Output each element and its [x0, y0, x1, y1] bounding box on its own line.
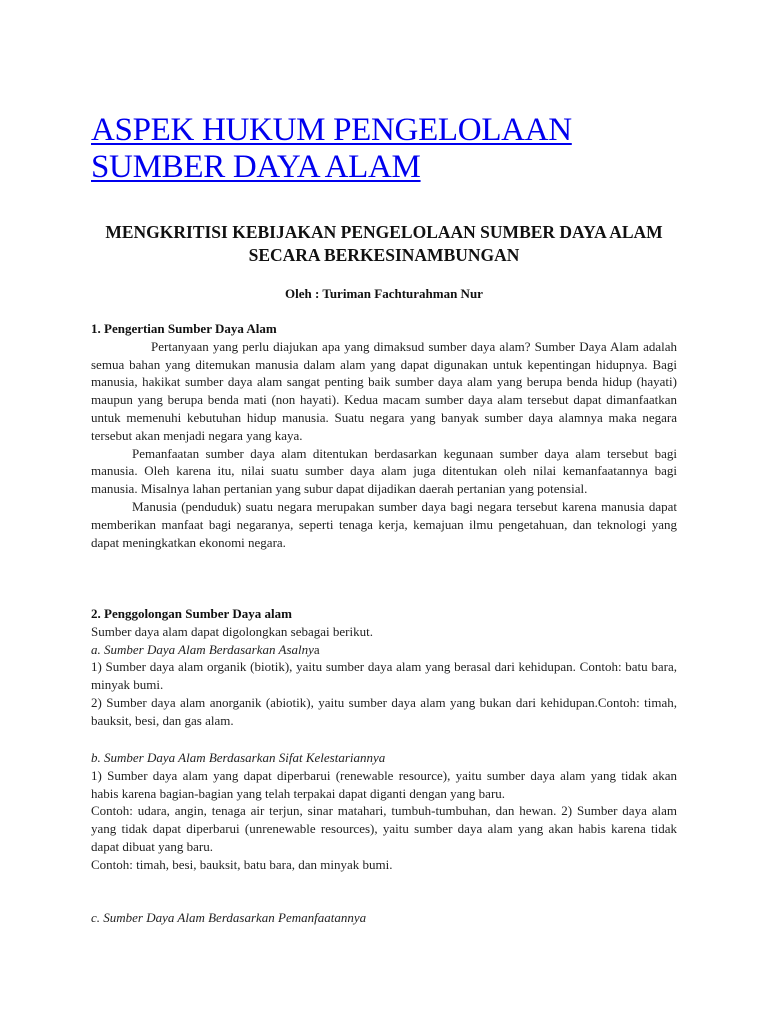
document-title[interactable] [91, 112, 677, 186]
paragraph: Pertanyaan yang perlu diajukan apa yang dimaksud sumber daya alam? Sumber Daya Alam adalah semua bahan yang ditemukan manusia dalam alam yang dapat digunakan untuk kepentingan hidupnya. Bagi manusia, hakikat sumber daya alam sangat penting baik sumber daya alam yang berupa benda hidup (hayati) maupun yang berupa benda mati (non hayati). Kedua macam sumber daya alam tersebut dapat dimanfaatkan untuk memenuhi kebutuhan hidup manusia. Suatu negara yang banyak sumber daya alamnya maka negara tersebut akan menjadi negara yang kaya. [91, 338, 677, 443]
subsection-heading-b: b. Sumber Daya Alam Berdasarkan Sifat Kelestariannya [91, 750, 386, 765]
section-1 [91, 320, 677, 551]
document-title-link[interactable] [91, 112, 572, 185]
title-line-1[interactable]: ASPEK HUKUM PENGELOLAAN [91, 112, 572, 148]
list-item: 1) Sumber daya alam yang dapat diperbarui (renewable resource), yaitu sumber daya alam yang tidak akan habis karena bagian-bagian yang telah terpakai dapat diganti dengan yang baru. [91, 767, 677, 801]
paragraph: Manusia (penduduk) suatu negara merupakan sumber daya bagi negara tersebut karena manusia dapat memberikan manfaat bagi negaranya, seperti tenaga kerja, kemajuan ilmu pengetahuan, dan teknologi yang dapat meningkatkan ekonomi negara. [91, 498, 677, 550]
list-item: 1) Sumber daya alam organik (biotik), yaitu sumber daya alam yang berasal dari kehidupan. Contoh: batu bara, minyak bumi. [91, 659, 677, 693]
subsection-heading-italic: a. Sumber Daya Alam Berdasarkan Asalny [91, 641, 314, 657]
list-item: Contoh: udara, angin, tenaga air terjun, sinar matahari, tumbuh-tumbuhan, dan hewan. 2) Sumber daya alam yang tidak dapat diperbarui (unrenewable resources), yaitu sumber daya alam yang akan habis karena tidak dapat dibuat yang baru. [91, 803, 677, 854]
section-intro: Sumber daya alam dapat digolongkan sebagai berikut. [91, 623, 373, 639]
subsection-c [91, 909, 677, 927]
document-subtitle: MENGKRITISI KEBIJAKAN PENGELOLAAN SUMBER DAYA ALAM SECARA BERKESINAMBUNGAN [105, 222, 663, 265]
list-item: 2) Sumber daya alam anorganik (abiotik), yaitu sumber daya alam yang bukan dari kehidupan.Contoh: timah, bauksit, besi, dan gas alam. [91, 694, 677, 728]
subsection-b [91, 749, 677, 874]
subsection-heading-tail: a [313, 641, 320, 657]
paragraph: Pemanfaatan sumber daya alam ditentukan berdasarkan kegunaan sumber daya alam tersebut bagi manusia. Oleh karena itu, nilai suatu sumber daya alam juga ditentukan oleh nilai kemanfaatannya bagi manusia. Misalnya lahan pertanian yang subur dapat dijadikan daerah pertanian yang potensial. [91, 445, 677, 497]
author-line: Oleh : Turiman Fachturahman Nur [285, 286, 483, 301]
subsection-heading-a [91, 641, 677, 659]
list-item: Contoh: timah, besi, bauksit, batu bara, dan minyak bumi. [91, 856, 393, 872]
section-2 [91, 605, 677, 730]
section-heading: 1. Pengertian Sumber Daya Alam [91, 321, 277, 336]
subsection-heading-c: c. Sumber Daya Alam Berdasarkan Pemanfaatannya [91, 910, 367, 925]
title-line-2[interactable]: SUMBER DAYA ALAM [91, 149, 421, 185]
section-heading: 2. Penggolongan Sumber Daya alam [91, 606, 292, 621]
